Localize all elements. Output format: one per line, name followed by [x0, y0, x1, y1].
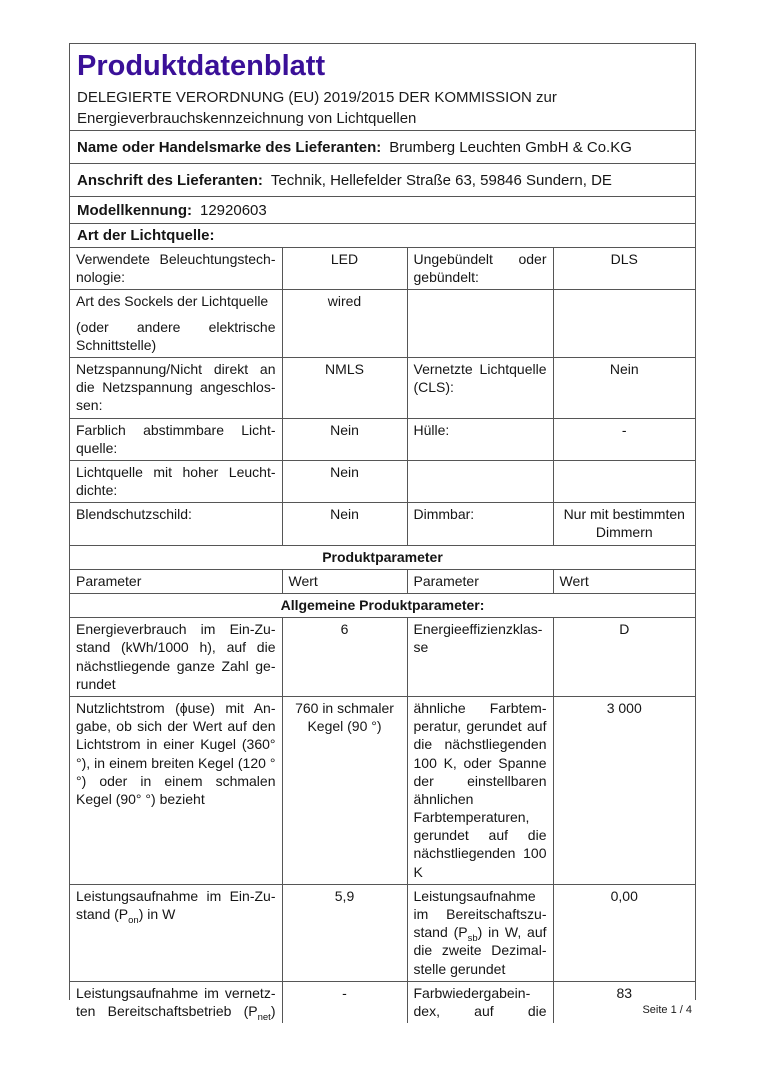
- table-row: [70, 981, 695, 1023]
- table-row: [70, 290, 695, 358]
- supplier-name-row: [70, 131, 695, 164]
- page-number: Seite 1 / 4: [642, 1004, 692, 1016]
- value-cell: 760 in schmaler Kegel (90 °): [282, 696, 407, 884]
- product-parameters-table-body: [70, 248, 695, 1023]
- light-source-type-label: Art der Lichtquelle:: [77, 227, 215, 244]
- parameter-cell: Parameter: [70, 569, 282, 593]
- value-cell: Nein: [282, 460, 407, 502]
- value-cell: -: [282, 981, 407, 1023]
- table-row: [70, 569, 695, 593]
- table-row: [70, 696, 695, 884]
- supplier-address-value: Technik, Hellefelder Straße 63, 59846 Sundern, DE: [270, 171, 612, 189]
- product-parameters-table: [70, 248, 695, 1023]
- table-row: [70, 884, 695, 981]
- value-cell: D: [553, 618, 695, 697]
- table-row: [70, 248, 695, 290]
- model-id-row: [70, 197, 695, 224]
- datasheet-header: [70, 44, 695, 131]
- supplier-name-value: Brumberg Leuchten GmbH & Co.KG: [389, 138, 632, 156]
- parameter-cell: Leistungsaufnahme im Ein-Zustand $(P_{on})$ in W: [70, 884, 282, 981]
- value-cell: Nur mit bestimmten Dimmern: [553, 503, 695, 545]
- parameter-cell: Nutzlichtstrom (ϕuse) mit Angabe, ob sich der Wert auf den Lichtstrom in einer Kugel (360° °), in einem breiten Kegel (120 °°) oder in einem schmalen Kegel (90° °) bezieht: [70, 696, 282, 884]
- light-source-type-row: [70, 224, 695, 248]
- value-cell: 83: [553, 981, 695, 1023]
- page-title: Produktdatenblatt: [77, 50, 326, 82]
- value-cell: [553, 290, 695, 358]
- supplier-address-label: Anschrift des Lieferanten:: [77, 171, 263, 189]
- table-row: [70, 545, 695, 569]
- parameter-cell: Lichtquelle mit hoher Leuchtdichte:: [70, 460, 282, 502]
- table-row: [70, 418, 695, 460]
- parameter-cell: Parameter: [407, 569, 553, 593]
- section-header-cell: Allgemeine Produktparameter:: [70, 594, 695, 618]
- value-cell: 3 000: [553, 696, 695, 884]
- parameter-cell: Dimmbar:: [407, 503, 553, 545]
- section-header-cell: Produktparameter: [70, 545, 695, 569]
- parameter-cell: Leistungsaufnahme im Bereitschaftszustand $(P_{sb})$ in W, auf die zweite Dezimalstelle gerundet: [407, 884, 553, 981]
- table-row: [70, 618, 695, 697]
- value-cell: Nein: [282, 503, 407, 545]
- parameter-cell: Verwendete Beleuchtungstechnologie:: [70, 248, 282, 290]
- parameter-cell: [407, 290, 553, 358]
- parameter-cell: ähnliche Farbtemperatur, gerundet auf die nächstliegenden 100 K, oder Spanne der einstellbaren ähnlichen Farbtemperaturen, gerundet auf die nächstliegenden 100 K: [407, 696, 553, 884]
- supplier-name-label: Name oder Handelsmarke des Lieferanten:: [77, 138, 382, 156]
- parameter-cell: Energieverbrauch im Ein-Zustand (kWh/1000 h), auf die nächstliegende ganze Zahl gerundet: [70, 618, 282, 697]
- regulation-line-1: DELEGIERTE VERORDNUNG (EU) 2019/2015 DER KOMMISSION zur: [77, 89, 557, 106]
- parameter-cell: Energieeffizienzklasse: [407, 618, 553, 697]
- regulation-text: [77, 87, 687, 129]
- regulation-line-2: Energieverbrauchskennzeichnung von Lichtquellen: [77, 110, 417, 127]
- parameter-cell: Hülle:: [407, 418, 553, 460]
- model-id-label: Modellkennung:: [77, 201, 192, 219]
- parameter-cell: Netzspannung/Nicht direkt an die Netzspannung angeschlossen:: [70, 357, 282, 418]
- parameter-cell: [407, 460, 553, 502]
- parameter-cell: Farblich abstimmbare Lichtquelle:: [70, 418, 282, 460]
- model-id-value: 12920603: [200, 201, 267, 219]
- table-row: [70, 594, 695, 618]
- value-cell: [553, 460, 695, 502]
- value-cell: 0,00: [553, 884, 695, 981]
- value-cell: Nein: [282, 418, 407, 460]
- table-row: [70, 503, 695, 545]
- value-cell: wired: [282, 290, 407, 358]
- table-row: [70, 460, 695, 502]
- parameter-cell: Farbwiedergabeindex, auf die: [407, 981, 553, 1023]
- parameter-cell: Blendschutzschild:: [70, 503, 282, 545]
- value-cell: Wert: [282, 569, 407, 593]
- table-row: [70, 357, 695, 418]
- supplier-address-row: [70, 164, 695, 197]
- value-cell: 6: [282, 618, 407, 697]
- parameter-cell: Art des Sockels der Lichtquelle (oder andere elektrische Schnittstelle): [70, 290, 282, 358]
- value-cell: Nein: [553, 357, 695, 418]
- parameter-cell: Leistungsaufnahme im vernetzten Bereitschaftsbetrieb $(P_{net})$: [70, 981, 282, 1023]
- value-cell: -: [553, 418, 695, 460]
- parameter-cell: Ungebündelt oder gebündelt:: [407, 248, 553, 290]
- value-cell: NMLS: [282, 357, 407, 418]
- value-cell: Wert: [553, 569, 695, 593]
- value-cell: LED: [282, 248, 407, 290]
- value-cell: DLS: [553, 248, 695, 290]
- value-cell: 5,9: [282, 884, 407, 981]
- parameter-cell: Vernetzte Lichtquelle (CLS):: [407, 357, 553, 418]
